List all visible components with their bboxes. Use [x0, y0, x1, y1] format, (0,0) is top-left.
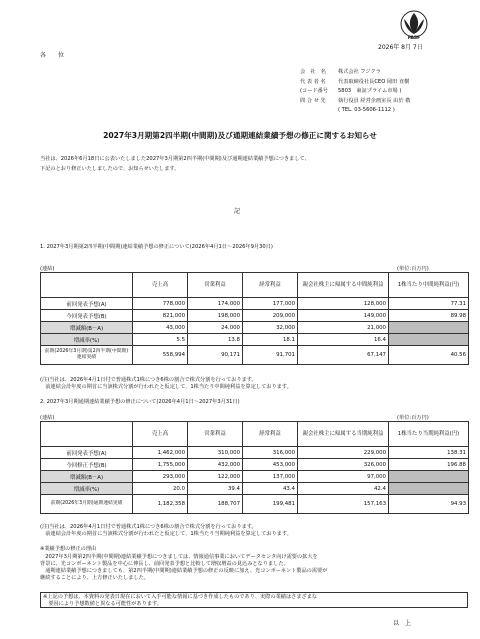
intro-text: 当社は、2026年6月18日に公表いたしました2027年3月期第2四半期(中間期)及び通期連結業績予想につきまして、 下記のとおり修正いたしましたので、お知らせいたします。 — [40, 156, 310, 172]
col-header: 売上高 — [133, 422, 188, 447]
end-mark: 以 上 — [393, 620, 412, 627]
table-row: 増減額(B－A) 43,000 24,000 32,000 21,000 — [41, 322, 469, 334]
release-date: 2026年 8月 7日 — [378, 44, 423, 51]
section2-table — [40, 421, 469, 514]
section1-unit: (単位:百万円) — [397, 266, 429, 272]
section2-unit: (単位:百万円) — [397, 415, 429, 421]
table-row: 今回修正予想(B) 1,755,000 432,000 453,000 326,000 196.88 — [41, 459, 469, 471]
table-row: 前期(2026年3月期)第2四半期(中間期)連結実績 558,994 90,171 91,701 67,147 40.56 — [41, 346, 469, 365]
table-header-row — [41, 273, 469, 298]
table-row: 増減額(B－A) 293,000 122,000 137,000 97,000 — [41, 471, 469, 483]
document-title: 2027年3月期第2四半期(中間期)及び通期連結業績予想の修正に関するお知らせ — [103, 131, 377, 140]
addressee: 各 位 — [40, 52, 65, 59]
revision-reason: ※業績予想の修正の理由 2027年3月期第2四半期(中間期)連結業績予想につきましては、情報通信事業においてデータセンタ向け需要の拡大を 背景に、光コンポーネント製品を中心に伸長し、前回発表予想と比較して増収増益の見込みとなりました。 通期連結業績予想につきましても、第2四半期(中間期)連結業績予想の修正の反映に加え、光コンポーネント製品の需要が 継続することにより、上方修正いたしました。 — [40, 546, 472, 582]
reason-heading: ※業績予想の修正の理由 — [40, 546, 97, 552]
table-row: 前回発表予想(A) 1,462,000 310,000 316,000 229,000 138.31 — [41, 447, 469, 459]
table-row: 前期(2026年3月期)通期連結実績 1,182,358 188,707 199,481 157,163 94.93 — [41, 495, 469, 514]
col-header: 1株当たり中間純利益(円) — [389, 273, 469, 298]
table-header-row — [41, 422, 469, 447]
col-header: 営業利益 — [188, 273, 243, 298]
section2-notes: (注)当社は、2026年4月1日付で普通株式1株につき6株の割合で株式分割を行っております。 前連結会計年度の期首に当該株式分割が行われたと仮定して、1株当たり当期純利益を算定しております。 — [40, 524, 292, 537]
company-info — [300, 69, 470, 117]
col-header: 売上高 — [133, 273, 188, 298]
company-row: ( TEL. 03-5606-1112 ) — [338, 107, 395, 113]
table-row: 増減率(%) 5.5 13.8 18.1 16.4 — [41, 334, 469, 346]
company-row: 代 表 者 名 代表取締役社長CEO 岡田 直樹 — [300, 78, 410, 85]
col-header: 親会社株主に帰属する当期純利益 — [298, 422, 389, 447]
col-header: 経常利益 — [243, 422, 298, 447]
ki-mark: 記 — [234, 208, 241, 215]
table-row: 増減率(%) 20.0 39.4 43.4 42.4 — [41, 483, 469, 495]
col-header: 1株当たり当期純利益(円) — [389, 422, 469, 447]
section1-table — [40, 272, 469, 365]
company-row: 会 社 名 株式会社 フジクラ — [300, 69, 381, 75]
company-row: 問 合 せ 先 執行役員 経営企画室長 由於 敬 — [300, 97, 411, 104]
forecast-caution-box: ※上記の予想は、本資料の発表日現在において入手可能な情報に基づき作成したものであり、実際の業績はさまざまな 要因により予想数値と異なる可能性があります。 — [40, 592, 468, 608]
logo-text: FASF — [407, 36, 421, 41]
company-logo — [396, 8, 432, 44]
section2-heading: 2. 2027年3月期通期連結業績予想の修正について(2026年4月1日～2027年3月31日) — [40, 399, 240, 405]
table-row: 今回発表予想(B) 821,000 198,000 209,000 149,000 89.98 — [41, 310, 469, 322]
col-header: 経常利益 — [243, 273, 298, 298]
section1-heading: 1. 2027年3月期第2四半期(中間期)連結業績予想の修正について(2026年4月1日～2026年9月30日) — [40, 244, 273, 250]
col-header: 営業利益 — [188, 422, 243, 447]
section2-left-label: (連結) — [40, 415, 55, 421]
table-row: 前回発表予想(A) 778,000 174,000 177,000 128,000 77.31 — [41, 298, 469, 310]
company-row: (コード番号 5803 東証プライム市場 ) — [300, 88, 402, 94]
section1-notes: (注)当社は、2026年4月1日付で普通株式1株につき6株の割合で株式分割を行っております。 前連結会計年度の期首に当該株式分割が行われたと仮定して、1株当たり中間純利益を算定しております。 — [40, 377, 292, 390]
col-header: 親会社株主に帰属する中間純利益 — [298, 273, 389, 298]
section1-left-label: (連結) — [40, 266, 55, 272]
